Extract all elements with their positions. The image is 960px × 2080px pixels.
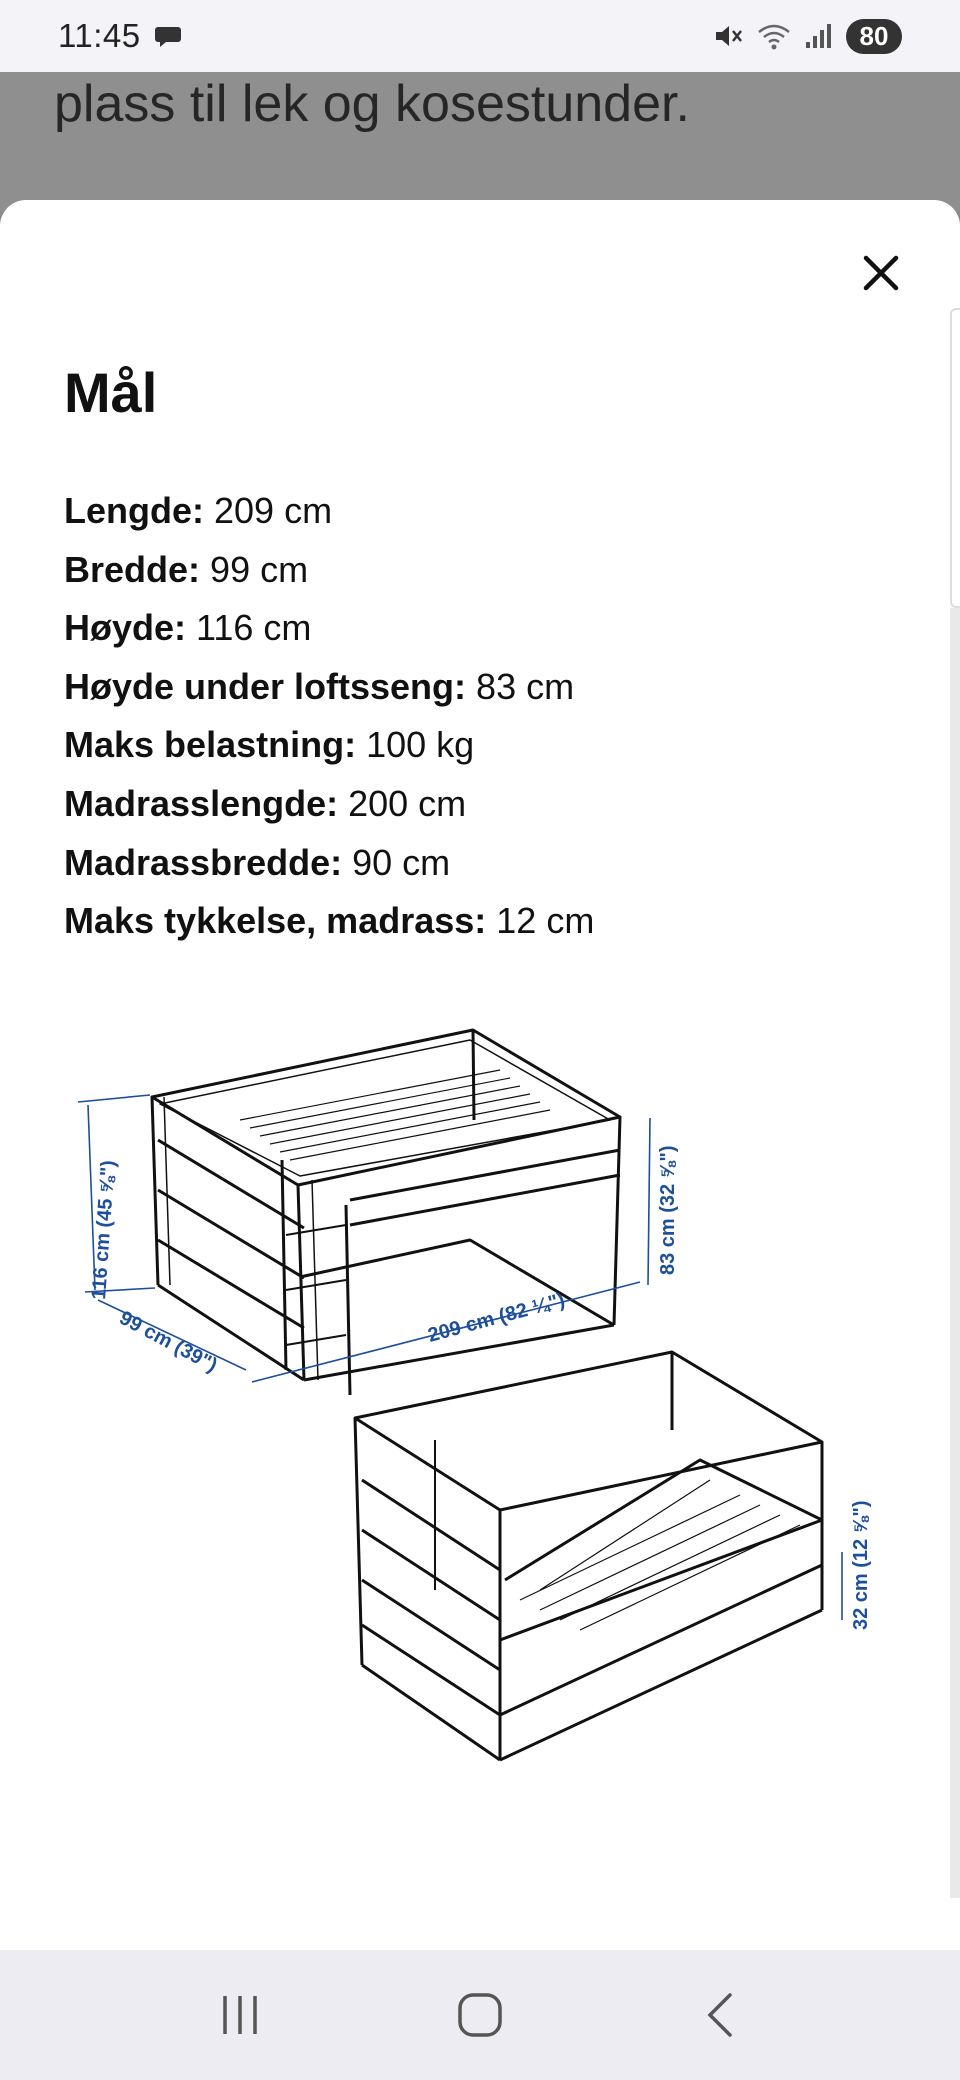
spec-value: 90 cm xyxy=(352,841,451,883)
recent-apps-button[interactable] xyxy=(210,1985,270,2045)
height-dimension-label: 116 cm (45 ⅝") xyxy=(88,1159,120,1301)
spec-row xyxy=(64,599,594,658)
signal-icon xyxy=(804,20,834,52)
spec-list xyxy=(64,482,594,951)
low-bed-drawing xyxy=(355,1352,822,1760)
status-bar xyxy=(0,0,960,72)
wifi-icon xyxy=(756,20,792,52)
spec-row xyxy=(64,482,594,541)
under-loft-dimension-label: 83 cm (32 ⅝") xyxy=(657,1145,679,1275)
spec-value: 116 cm xyxy=(196,607,312,649)
home-icon xyxy=(455,1990,505,2040)
spec-label: Madrasslengde: xyxy=(64,782,339,824)
battery-badge: 80 xyxy=(846,19,902,54)
spec-row xyxy=(64,834,594,893)
spec-value: 200 cm xyxy=(348,782,467,824)
status-time: 11:45 xyxy=(58,17,141,54)
scrollbar-thumb[interactable] xyxy=(950,308,960,608)
spec-value: 83 cm xyxy=(476,665,575,707)
width-dimension-label: 99 cm (39") xyxy=(115,1306,221,1377)
spec-label: Lengde: xyxy=(64,490,204,531)
low-bed-dimension-label: 32 cm (12 ⅝") xyxy=(850,1500,872,1630)
home-button[interactable] xyxy=(450,1985,510,2045)
back-icon xyxy=(700,1990,740,2040)
length-dimension-label: 209 cm (82 ¼") xyxy=(425,1289,568,1347)
spec-value: 209 cm xyxy=(214,490,333,531)
scrollbar-track[interactable] xyxy=(950,608,960,1898)
spec-label: Høyde under loftsseng: xyxy=(64,665,467,707)
back-button[interactable] xyxy=(690,1985,750,2045)
spec-label: Maks tykkelse, madrass: xyxy=(64,900,487,942)
spec-label: Maks belastning: xyxy=(64,724,357,766)
dimensions-sheet xyxy=(0,200,960,1950)
chat-bubble-icon xyxy=(153,21,183,51)
status-icons xyxy=(712,19,902,54)
sheet-title: Mål xyxy=(64,361,158,424)
spec-row xyxy=(64,541,594,600)
spec-row xyxy=(64,775,594,834)
close-icon xyxy=(858,250,904,296)
spec-row xyxy=(64,892,594,951)
spec-label: Høyde: xyxy=(64,607,187,649)
spec-row xyxy=(64,658,594,717)
spec-value: 99 cm xyxy=(210,548,309,590)
recent-apps-icon xyxy=(217,1992,263,2038)
background-page xyxy=(0,72,960,212)
background-page-text: plass til lek og kosestunder. xyxy=(54,75,690,133)
mute-icon xyxy=(712,20,744,52)
spec-value: 12 cm xyxy=(496,900,595,942)
spec-label: Madrassbredde: xyxy=(64,841,343,883)
spec-row xyxy=(64,716,594,775)
spec-value: 100 kg xyxy=(366,724,475,766)
navigation-bar xyxy=(0,1950,960,2080)
close-button[interactable] xyxy=(858,250,904,296)
bed-dimensions-diagram xyxy=(60,1000,900,1850)
spec-label: Bredde: xyxy=(64,548,201,590)
loft-bed-drawing xyxy=(152,1030,620,1395)
